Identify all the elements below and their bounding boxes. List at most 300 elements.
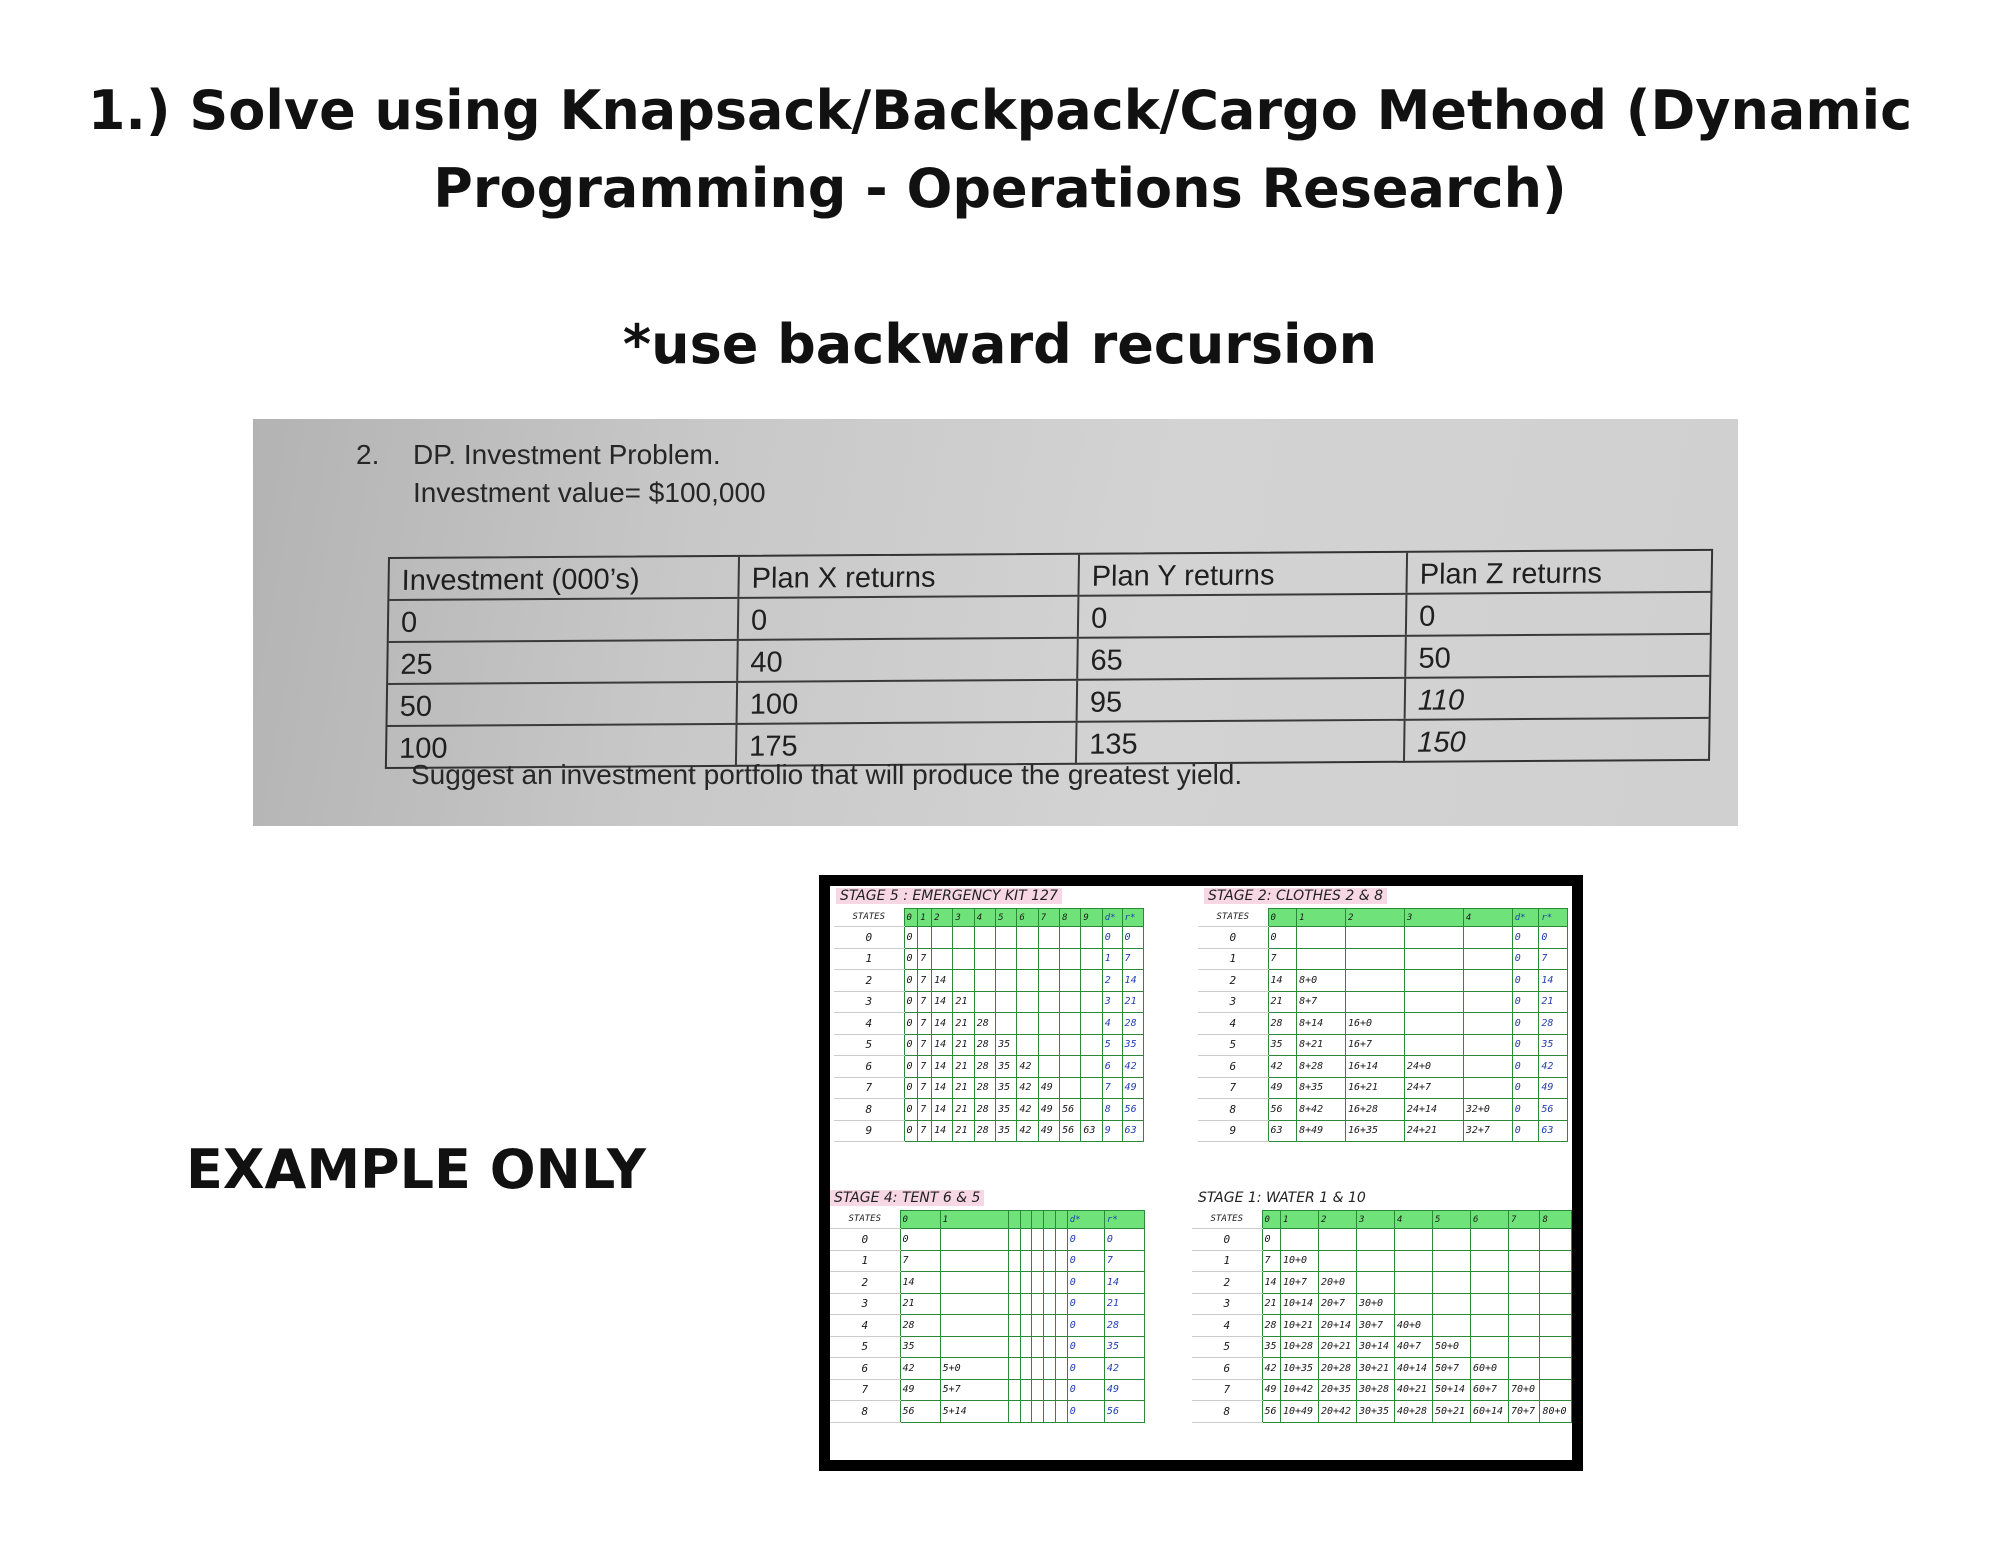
grid-cell — [1463, 948, 1512, 970]
grid-cell: 0 — [900, 1229, 940, 1251]
grid-cell: 30+7 — [1356, 1315, 1394, 1337]
grid-cell — [1038, 991, 1059, 1013]
grid-header-row — [1198, 909, 1568, 927]
grid-cell: 1 — [918, 909, 932, 927]
grid-cell — [1470, 1315, 1508, 1337]
grid-cell — [1508, 1315, 1539, 1337]
state-cell: 2 — [830, 1272, 900, 1294]
grid-cell: 16+35 — [1345, 1120, 1404, 1142]
grid-cell: 5 — [996, 909, 1017, 927]
table-cell: 100 — [387, 725, 738, 769]
grid-row — [834, 991, 1144, 1013]
grid-cell: 60+14 — [1470, 1401, 1508, 1423]
grid-cell: 42 — [1104, 1358, 1144, 1380]
grid-cell — [1055, 1379, 1067, 1401]
grid-cell: 32+7 — [1463, 1120, 1512, 1142]
grid-cell — [1055, 1250, 1067, 1272]
grid-cell — [1404, 1013, 1463, 1035]
grid-cell: 63 — [1081, 1120, 1102, 1142]
grid-cell: 21 — [1262, 1293, 1280, 1315]
grid-cell: 56 — [1539, 1099, 1568, 1121]
state-cell: 4 — [834, 1013, 904, 1035]
grid-cell: 21 — [953, 1099, 974, 1121]
grid-row — [1192, 1293, 1572, 1315]
grid-cell — [1540, 1336, 1572, 1358]
grid-cell — [953, 970, 974, 992]
grid-cell: 28 — [974, 1120, 995, 1142]
grid-cell: 35 — [996, 1034, 1017, 1056]
grid-cell — [1463, 991, 1512, 1013]
grid-cell — [1055, 1229, 1067, 1251]
grid-cell: 42 — [1539, 1056, 1568, 1078]
grid-cell: 14 — [1262, 1272, 1280, 1294]
grid-cell: 3 — [1102, 991, 1122, 1013]
grid-cell: 7 — [918, 1013, 932, 1035]
grid-cell — [1020, 1336, 1032, 1358]
grid-cell: 0 — [1262, 1211, 1280, 1229]
state-cell: 3 — [830, 1293, 900, 1315]
grid-cell: 14 — [932, 1099, 953, 1121]
grid-cell: 16+7 — [1345, 1034, 1404, 1056]
grid-cell: 63 — [1539, 1120, 1568, 1142]
grid-cell — [1017, 991, 1038, 1013]
grid-cell — [996, 948, 1017, 970]
grid-cell: 0 — [1102, 927, 1122, 949]
grid-cell: 7 — [1508, 1211, 1539, 1229]
grid-cell — [1540, 1358, 1572, 1380]
grid-cell: 35 — [996, 1120, 1017, 1142]
grid-cell — [1432, 1315, 1470, 1337]
grid-cell: 63 — [1122, 1120, 1143, 1142]
grid-cell — [1297, 948, 1346, 970]
grid-row — [830, 1379, 1145, 1401]
grid-cell: 30+0 — [1356, 1293, 1394, 1315]
grid-row — [1198, 970, 1568, 992]
grid-row — [1198, 927, 1568, 949]
grid-cell: 7 — [918, 948, 932, 970]
grid-cell: 40+14 — [1394, 1358, 1432, 1380]
grid-cell: 14 — [932, 1013, 953, 1035]
grid-cell: 9 — [1081, 909, 1102, 927]
grid-row — [834, 927, 1144, 949]
state-cell: 0 — [1198, 927, 1268, 949]
grid-cell: 30+28 — [1356, 1379, 1394, 1401]
grid-cell: 24+14 — [1404, 1099, 1463, 1121]
column-header: Plan Y returns — [1079, 553, 1408, 595]
grid-row — [834, 1034, 1144, 1056]
grid-cell — [1032, 1401, 1044, 1423]
grid-cell — [1508, 1336, 1539, 1358]
grid-cell: 21 — [953, 1077, 974, 1099]
grid-cell: 0 — [904, 1120, 918, 1142]
grid-cell: 49 — [1268, 1077, 1297, 1099]
grid-cell — [1032, 1315, 1044, 1337]
state-cell: STATES — [834, 909, 904, 927]
grid-cell — [1432, 1293, 1470, 1315]
grid-cell — [1020, 1272, 1032, 1294]
grid-cell — [1508, 1293, 1539, 1315]
grid-cell: 2 — [1345, 909, 1404, 927]
grid-cell: 7 — [918, 970, 932, 992]
grid-cell: 24+7 — [1404, 1077, 1463, 1099]
grid-cell — [1470, 1293, 1508, 1315]
grid-cell — [1060, 1034, 1081, 1056]
grid-cell — [1470, 1229, 1508, 1251]
grid-cell — [1038, 948, 1059, 970]
grid-cell — [1345, 991, 1404, 1013]
grid-cell: 2 — [932, 909, 953, 927]
stage4-title — [830, 1190, 984, 1206]
grid-cell — [1008, 1336, 1020, 1358]
grid-cell: 70+0 — [1508, 1379, 1539, 1401]
stage2-title-text: STAGE 2: CLOTHES 2 & 8 — [1204, 888, 1387, 904]
state-cell: 7 — [1198, 1077, 1268, 1099]
grid-cell — [996, 970, 1017, 992]
grid-cell: 0 — [1262, 1229, 1280, 1251]
grid-cell: 35 — [1122, 1034, 1143, 1056]
grid-cell: 7 — [900, 1250, 940, 1272]
table-cell: 0 — [739, 597, 1080, 639]
state-cell: 1 — [830, 1250, 900, 1272]
grid-cell: 8+21 — [1297, 1034, 1346, 1056]
stage4-title-text: STAGE 4: TENT 6 & 5 — [830, 1190, 984, 1206]
grid-cell: 0 — [1512, 927, 1539, 949]
stage1-title — [1198, 1190, 1366, 1206]
grid-cell: 8+7 — [1297, 991, 1346, 1013]
grid-cell — [996, 927, 1017, 949]
stage4-table — [830, 1210, 1145, 1423]
grid-cell: 35 — [1268, 1034, 1297, 1056]
grid-cell — [1055, 1358, 1067, 1380]
grid-cell — [1060, 991, 1081, 1013]
grid-cell: 16+28 — [1345, 1099, 1404, 1121]
grid-cell: 0 — [904, 970, 918, 992]
grid-cell: 50+0 — [1432, 1336, 1470, 1358]
grid-cell: 10+0 — [1280, 1250, 1318, 1272]
grid-cell: 0 — [904, 948, 918, 970]
grid-cell: 14 — [932, 1056, 953, 1078]
grid-cell: 60+0 — [1470, 1358, 1508, 1380]
grid-cell: 0 — [1067, 1401, 1104, 1423]
state-cell: 5 — [1198, 1034, 1268, 1056]
state-cell: 2 — [834, 970, 904, 992]
grid-cell — [940, 1272, 1008, 1294]
grid-cell: 6 — [1470, 1211, 1508, 1229]
grid-cell: 40+0 — [1394, 1315, 1432, 1337]
grid-row — [1198, 1099, 1568, 1121]
grid-cell — [940, 1315, 1008, 1337]
grid-cell: 0 — [1512, 948, 1539, 970]
state-cell: 6 — [1198, 1056, 1268, 1078]
grid-cell: 0 — [1512, 1099, 1539, 1121]
grid-cell: 3 — [1356, 1211, 1394, 1229]
grid-cell: 35 — [1262, 1336, 1280, 1358]
problem-heading: DP. Investment Problem. — [413, 439, 721, 470]
grid-cell — [1318, 1250, 1356, 1272]
grid-cell — [1020, 1358, 1032, 1380]
state-cell: 7 — [1192, 1379, 1262, 1401]
grid-cell: 49 — [900, 1379, 940, 1401]
grid-cell — [1394, 1250, 1432, 1272]
grid-cell: r* — [1539, 909, 1568, 927]
grid-cell: 56 — [1104, 1401, 1144, 1423]
state-cell: 5 — [834, 1034, 904, 1056]
grid-cell: 0 — [900, 1211, 940, 1229]
grid-cell: 14 — [932, 991, 953, 1013]
grid-cell: 30+14 — [1356, 1336, 1394, 1358]
grid-cell: 42 — [1017, 1120, 1038, 1142]
grid-cell — [974, 970, 995, 992]
grid-row — [1192, 1250, 1572, 1272]
grid-cell — [1508, 1229, 1539, 1251]
grid-cell: 0 — [904, 909, 918, 927]
grid-cell: 42 — [1122, 1056, 1143, 1078]
grid-cell — [1020, 1379, 1032, 1401]
grid-cell: 5+7 — [940, 1379, 1008, 1401]
grid-cell — [1081, 1077, 1102, 1099]
grid-cell: 40+28 — [1394, 1401, 1432, 1423]
table-cell: 0 — [1079, 595, 1408, 637]
grid-cell: 49 — [1038, 1099, 1059, 1121]
grid-cell: 7 — [1268, 948, 1297, 970]
instruction-text: *use backward recursion — [622, 313, 1378, 376]
grid-cell — [1404, 948, 1463, 970]
grid-cell — [1020, 1250, 1032, 1272]
state-cell: 4 — [1198, 1013, 1268, 1035]
state-cell: 0 — [834, 927, 904, 949]
grid-cell — [1345, 970, 1404, 992]
grid-cell: 14 — [1104, 1272, 1144, 1294]
grid-cell: 4 — [1102, 1013, 1122, 1035]
grid-cell: d* — [1512, 909, 1539, 927]
grid-cell: 20+42 — [1318, 1401, 1356, 1423]
grid-cell: 0 — [904, 1013, 918, 1035]
grid-cell: 8+49 — [1297, 1120, 1346, 1142]
grid-cell: 0 — [1067, 1250, 1104, 1272]
grid-cell — [1394, 1229, 1432, 1251]
example-label: EXAMPLE ONLY — [186, 1138, 646, 1201]
grid-cell — [1540, 1250, 1572, 1272]
grid-cell — [932, 927, 953, 949]
grid-cell — [1470, 1272, 1508, 1294]
grid-cell: 2 — [1318, 1211, 1356, 1229]
grid-cell: 16+0 — [1345, 1013, 1404, 1035]
problem-number: 2. — [356, 439, 380, 470]
state-cell: 9 — [834, 1120, 904, 1142]
state-cell: 6 — [1192, 1358, 1262, 1380]
state-cell: 1 — [1192, 1250, 1262, 1272]
grid-cell: 8 — [1102, 1099, 1122, 1121]
grid-cell — [1055, 1211, 1067, 1229]
worksheet-paper — [830, 886, 1572, 1460]
grid-cell: 0 — [1067, 1379, 1104, 1401]
table-cell: 95 — [1078, 679, 1407, 721]
grid-cell — [1081, 1099, 1102, 1121]
stage1-title-text: STAGE 1: WATER 1 & 10 — [1198, 1190, 1366, 1206]
grid-cell: 21 — [900, 1293, 940, 1315]
grid-cell — [1081, 927, 1102, 949]
grid-cell: 21 — [953, 991, 974, 1013]
grid-cell: r* — [1104, 1211, 1144, 1229]
grid-row — [1192, 1401, 1572, 1423]
grid-cell — [1044, 1358, 1056, 1380]
grid-cell: 3 — [953, 909, 974, 927]
grid-cell — [1055, 1336, 1067, 1358]
grid-cell — [1055, 1315, 1067, 1337]
grid-cell — [1508, 1358, 1539, 1380]
grid-cell: 0 — [1268, 909, 1297, 927]
table-cell: 65 — [1078, 637, 1407, 679]
grid-cell: 49 — [1038, 1077, 1059, 1099]
state-cell: 4 — [1192, 1315, 1262, 1337]
grid-cell: 28 — [1539, 1013, 1568, 1035]
grid-cell — [1017, 948, 1038, 970]
problem-photo — [253, 419, 1738, 826]
grid-cell — [1404, 970, 1463, 992]
grid-cell — [1008, 1315, 1020, 1337]
grid-row — [834, 1099, 1144, 1121]
grid-cell: 80+0 — [1540, 1401, 1572, 1423]
grid-cell: 35 — [1104, 1336, 1144, 1358]
grid-cell: 0 — [1268, 927, 1297, 949]
grid-cell: 49 — [1038, 1120, 1059, 1142]
grid-cell: 0 — [1512, 1013, 1539, 1035]
grid-cell: 0 — [1067, 1315, 1104, 1337]
state-cell: 8 — [1192, 1401, 1262, 1423]
grid-cell — [1032, 1336, 1044, 1358]
grid-cell — [1463, 927, 1512, 949]
grid-row — [834, 1056, 1144, 1078]
state-cell: 8 — [1198, 1099, 1268, 1121]
grid-cell — [932, 948, 953, 970]
grid-cell — [1508, 1250, 1539, 1272]
grid-cell — [1008, 1229, 1020, 1251]
grid-row — [834, 1077, 1144, 1099]
grid-cell: 10+14 — [1280, 1293, 1318, 1315]
grid-cell: 1 — [1280, 1211, 1318, 1229]
grid-cell — [1081, 991, 1102, 1013]
grid-header-row — [834, 909, 1144, 927]
state-cell: 5 — [1192, 1336, 1262, 1358]
grid-cell — [1020, 1315, 1032, 1337]
grid-cell — [1081, 948, 1102, 970]
grid-cell: 7 — [918, 991, 932, 1013]
grid-cell — [1356, 1250, 1394, 1272]
grid-cell: 3 — [1404, 909, 1463, 927]
grid-row — [1198, 1034, 1568, 1056]
grid-row — [830, 1401, 1145, 1423]
grid-cell: 40+21 — [1394, 1379, 1432, 1401]
grid-cell — [940, 1336, 1008, 1358]
grid-cell — [1017, 1034, 1038, 1056]
grid-cell — [953, 948, 974, 970]
grid-cell: 42 — [1017, 1056, 1038, 1078]
grid-cell: 10+7 — [1280, 1272, 1318, 1294]
state-cell: 0 — [830, 1229, 900, 1251]
column-header: Plan Z returns — [1419, 557, 1603, 591]
grid-cell: 8+35 — [1297, 1077, 1346, 1099]
grid-cell — [1432, 1272, 1470, 1294]
grid-cell — [1038, 970, 1059, 992]
grid-cell — [1044, 1250, 1056, 1272]
grid-cell: 1 — [1102, 948, 1122, 970]
investment-table — [385, 549, 1713, 769]
grid-cell: 21 — [953, 1034, 974, 1056]
grid-cell: 7 — [1262, 1250, 1280, 1272]
grid-cell — [1032, 1211, 1044, 1229]
example-worksheet-image — [819, 875, 1583, 1471]
grid-cell: 7 — [918, 1120, 932, 1142]
grid-cell: 0 — [1067, 1229, 1104, 1251]
grid-cell: 56 — [1060, 1120, 1081, 1142]
grid-cell: 0 — [1512, 970, 1539, 992]
grid-cell: 0 — [1067, 1293, 1104, 1315]
state-cell: 1 — [834, 948, 904, 970]
grid-cell: 28 — [974, 1056, 995, 1078]
grid-cell: 0 — [1067, 1336, 1104, 1358]
grid-cell: 7 — [918, 1056, 932, 1078]
grid-cell — [1404, 991, 1463, 1013]
column-header: Plan X returns — [739, 555, 1080, 597]
grid-cell: 14 — [932, 1034, 953, 1056]
grid-cell — [1038, 1013, 1059, 1035]
state-cell: 3 — [1198, 991, 1268, 1013]
grid-cell: 35 — [996, 1099, 1017, 1121]
grid-row — [1198, 1056, 1568, 1078]
grid-cell: 20+0 — [1318, 1272, 1356, 1294]
grid-cell: 56 — [1060, 1099, 1081, 1121]
grid-cell: 42 — [1017, 1077, 1038, 1099]
grid-cell: 63 — [1268, 1120, 1297, 1142]
grid-cell: 28 — [1122, 1013, 1143, 1035]
grid-cell: 10+49 — [1280, 1401, 1318, 1423]
grid-cell: 5 — [1432, 1211, 1470, 1229]
grid-cell — [1017, 927, 1038, 949]
grid-cell — [1081, 1034, 1102, 1056]
grid-cell — [1032, 1250, 1044, 1272]
grid-cell — [953, 927, 974, 949]
grid-cell: 8+14 — [1297, 1013, 1346, 1035]
table-cell: 135 — [1077, 721, 1406, 765]
grid-cell: 0 — [904, 927, 918, 949]
grid-cell: 5+0 — [940, 1358, 1008, 1380]
state-cell: 8 — [830, 1401, 900, 1423]
grid-cell: 16+14 — [1345, 1056, 1404, 1078]
stage1-table — [1192, 1210, 1572, 1423]
grid-row — [830, 1358, 1145, 1380]
grid-cell: 14 — [932, 970, 953, 992]
grid-row — [834, 970, 1144, 992]
state-cell: 0 — [1192, 1229, 1262, 1251]
table-cell: 50 — [388, 683, 739, 725]
grid-cell: 21 — [1104, 1293, 1144, 1315]
grid-cell — [1044, 1401, 1056, 1423]
grid-cell — [1463, 1034, 1512, 1056]
state-cell: 7 — [830, 1379, 900, 1401]
grid-cell: 35 — [900, 1336, 940, 1358]
stage5-title-text: STAGE 5 : EMERGENCY KIT 127 — [836, 888, 1062, 904]
grid-cell — [1540, 1293, 1572, 1315]
grid-cell — [1008, 1250, 1020, 1272]
stage2-title — [1204, 888, 1387, 904]
state-cell: 8 — [834, 1099, 904, 1121]
grid-cell — [1356, 1229, 1394, 1251]
grid-cell: 1 — [940, 1211, 1008, 1229]
grid-cell: 14 — [932, 1120, 953, 1142]
grid-cell: 10+28 — [1280, 1336, 1318, 1358]
grid-cell — [1055, 1272, 1067, 1294]
grid-cell — [940, 1250, 1008, 1272]
